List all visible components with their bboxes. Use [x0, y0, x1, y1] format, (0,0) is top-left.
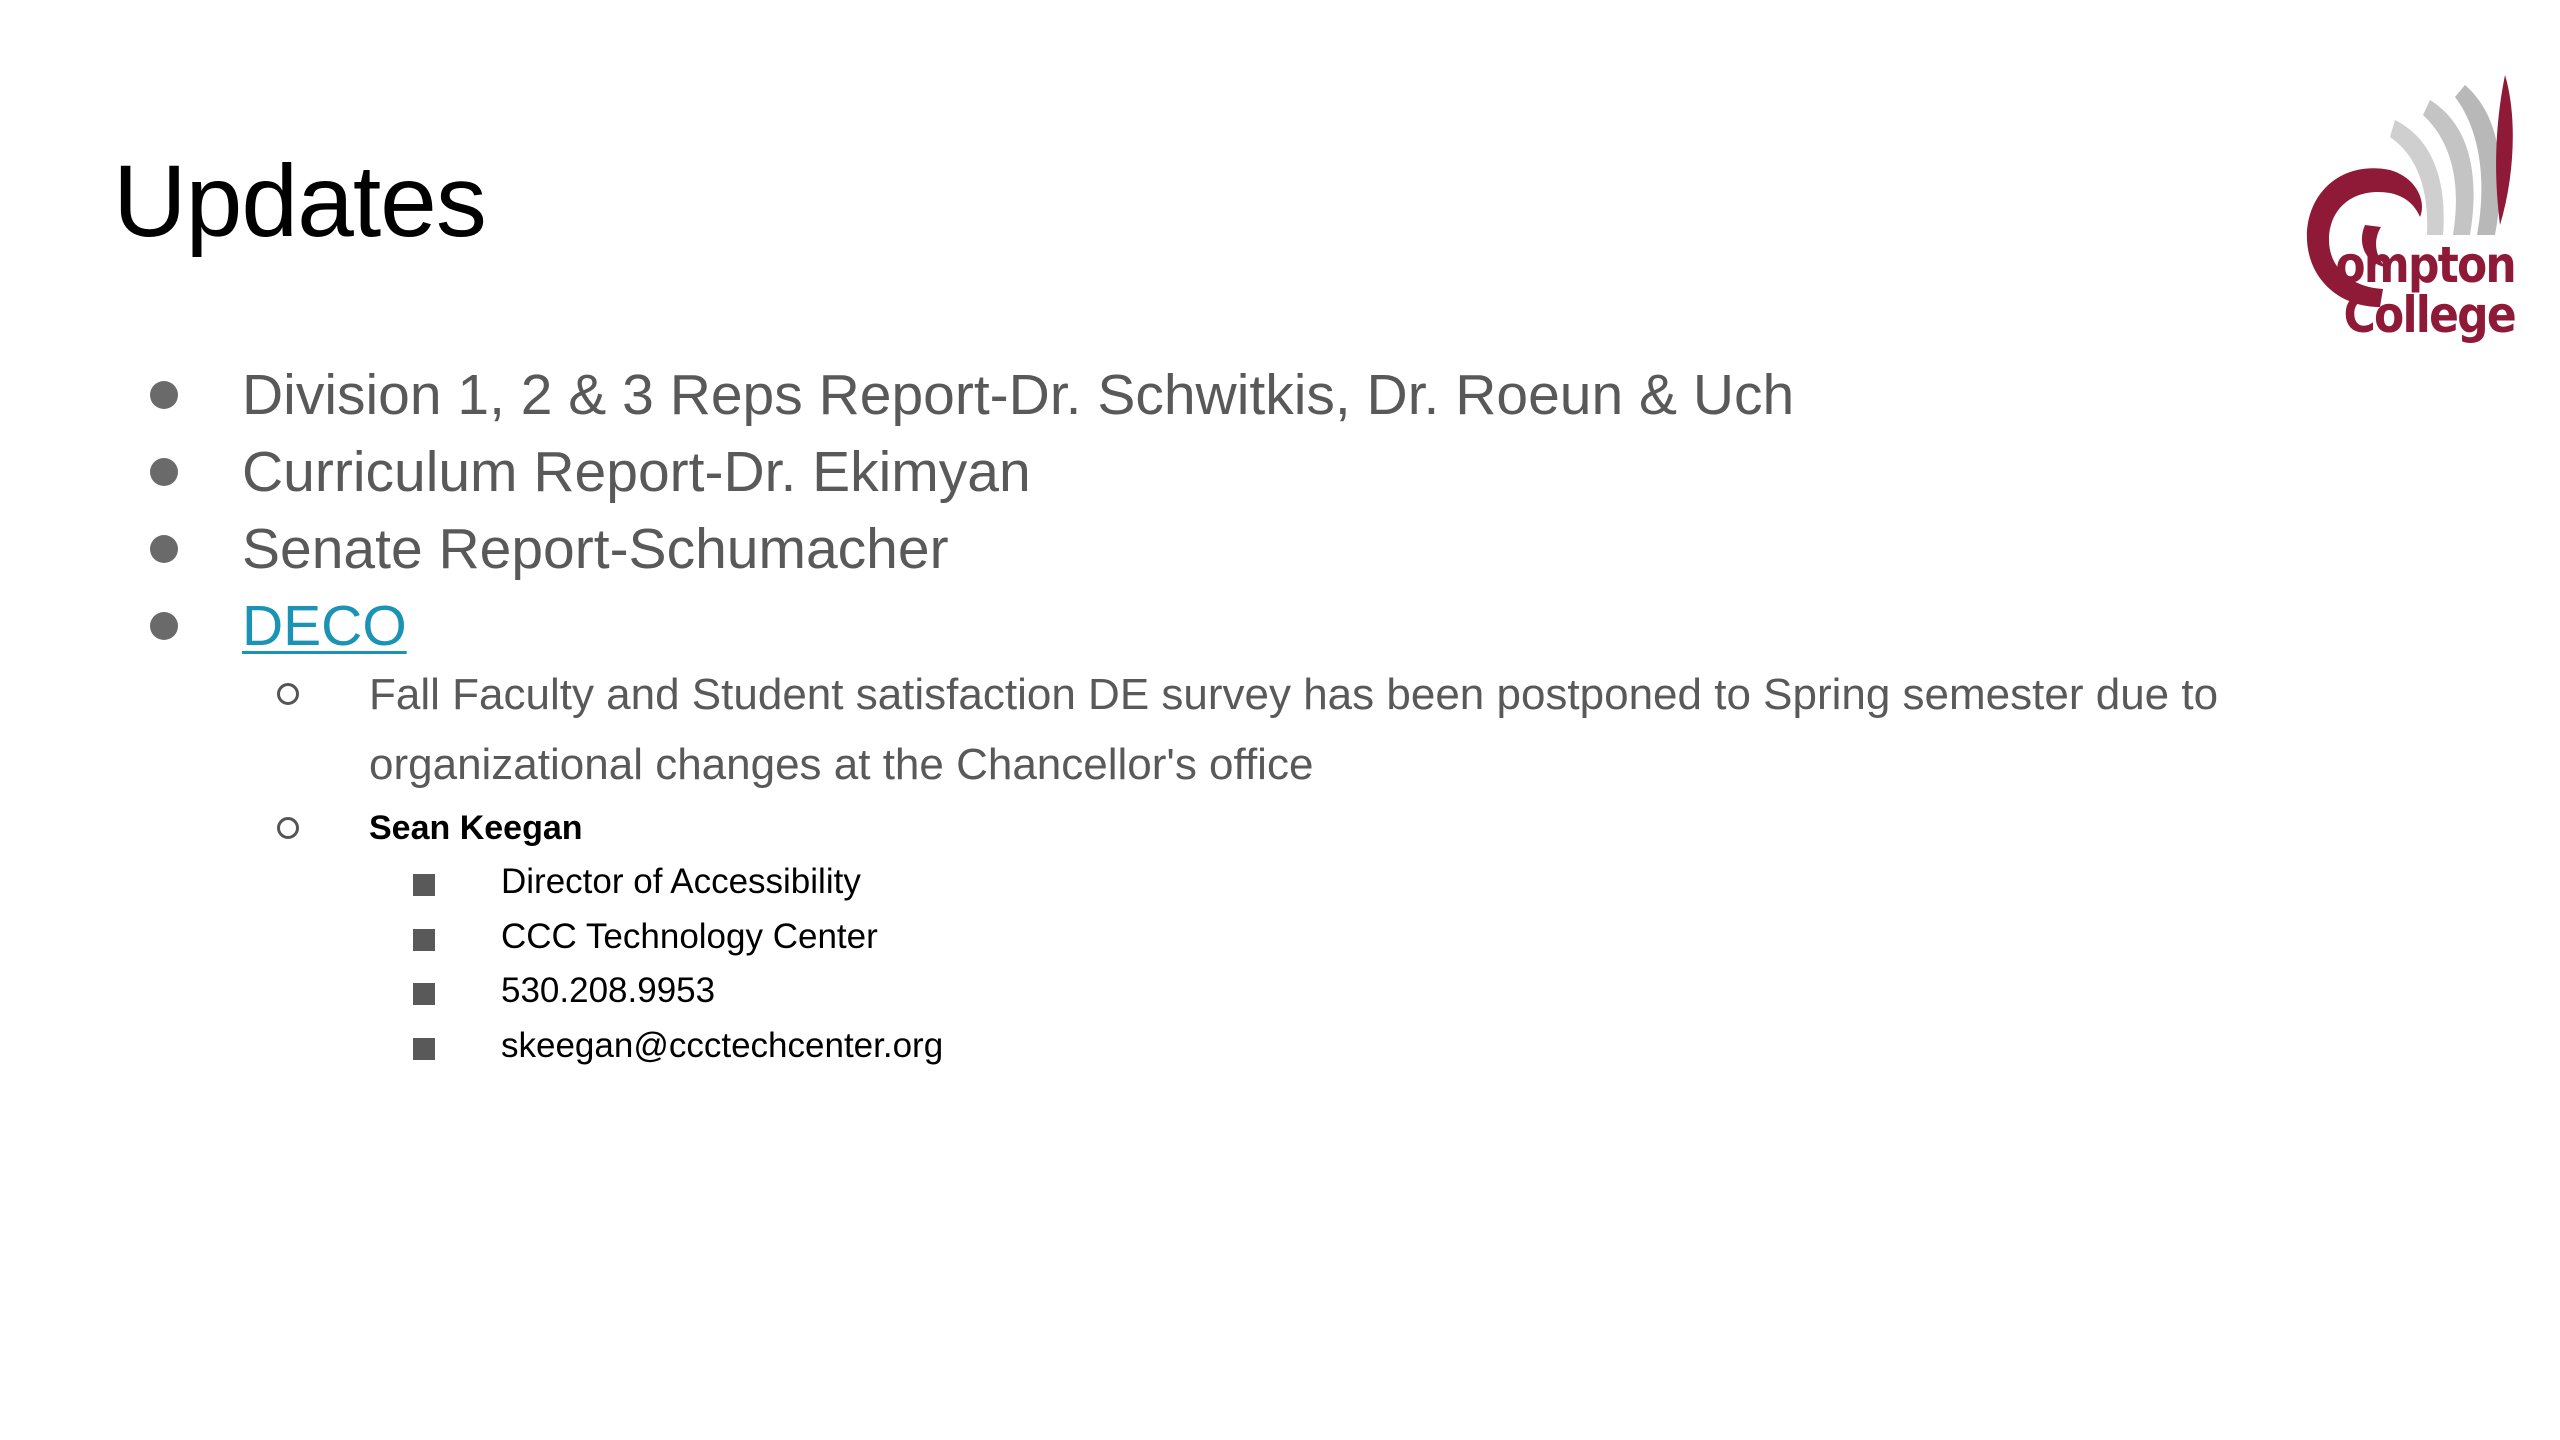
compton-college-logo: [2295, 75, 2515, 355]
list-item: [150, 588, 2350, 658]
list-item-text: Division 1, 2 & 3 Reps Report-Dr. Schwitkis, Dr. Roeun & Uch: [242, 363, 1795, 427]
contact-email[interactable]: skeegan@ccctechcenter.org: [501, 1026, 944, 1065]
contact-phone: 530.208.9953: [501, 971, 716, 1010]
bullet-square-icon: [413, 983, 435, 1005]
list-item-text: [242, 588, 407, 664]
sub-list-item: [277, 660, 2327, 800]
deco-link[interactable]: DECO: [242, 594, 407, 658]
sub-list-item: [277, 803, 2327, 853]
list-item: [150, 434, 2350, 504]
contact-list-item: [413, 910, 1913, 964]
contact-list-item: [413, 1019, 1913, 1073]
bullet-disc-icon: [150, 458, 178, 486]
contact-name: Sean Keegan: [369, 809, 583, 847]
bullet-circle-icon: [277, 817, 299, 839]
sub-list-item-text: Fall Faculty and Student satisfaction DE survey has been postponed to Spring semester due to organizational changes at the Chancellor's office: [369, 670, 2219, 789]
bullet-circle-icon: [277, 683, 299, 705]
bullet-disc-icon: [150, 612, 178, 640]
contact-title: Director of Accessibility: [501, 862, 861, 901]
list-item: [150, 357, 2350, 427]
bullet-square-icon: [413, 929, 435, 951]
contact-list-item: [413, 964, 1913, 1018]
bullet-square-icon: [413, 1038, 435, 1060]
list-item: [150, 511, 2350, 581]
bullet-square-icon: [413, 874, 435, 896]
bullet-disc-icon: [150, 381, 178, 409]
slide-title: Updates: [113, 144, 486, 258]
logo-text-line1: ompton: [2335, 236, 2515, 294]
bullet-disc-icon: [150, 535, 178, 563]
list-item-text: Curriculum Report-Dr. Ekimyan: [242, 440, 1031, 504]
contact-organization: CCC Technology Center: [501, 917, 878, 956]
list-item-text: Senate Report-Schumacher: [242, 517, 949, 581]
logo-text-line2: College: [2343, 286, 2515, 344]
contact-list-item: [413, 855, 1913, 909]
